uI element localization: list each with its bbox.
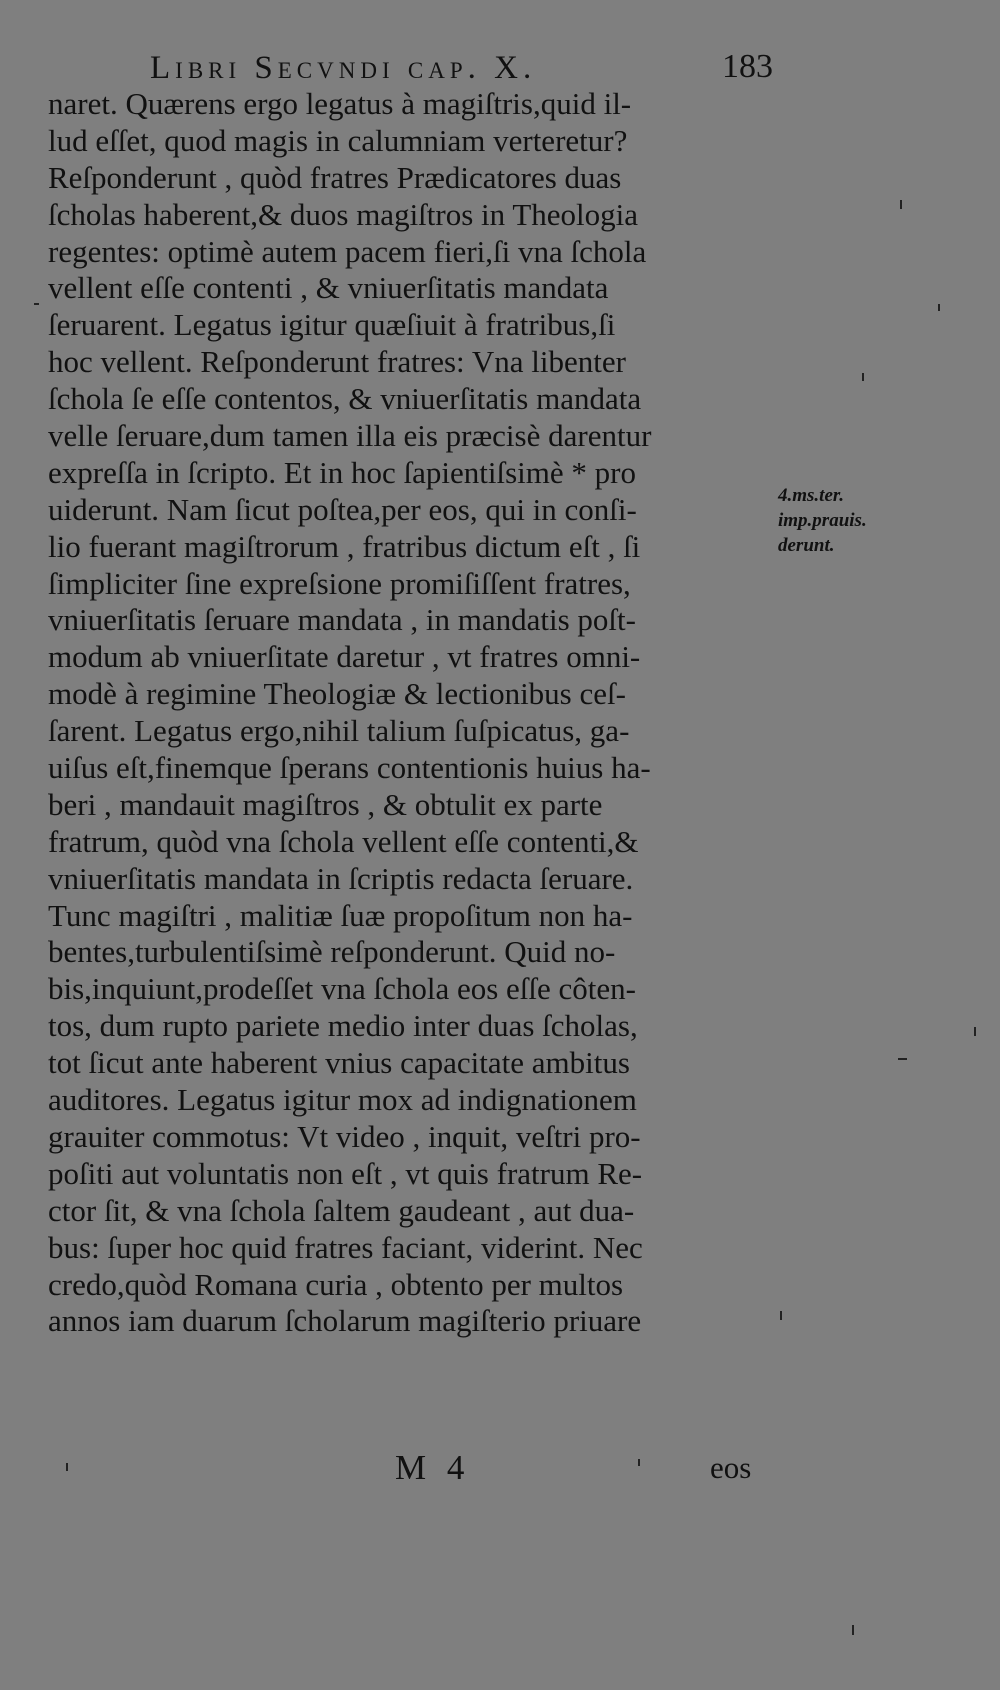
scan-speck xyxy=(34,303,39,305)
text-line: expreſſa in ſcripto. Et in hoc ſapientiſsimè * pro xyxy=(48,454,636,490)
scan-speck xyxy=(862,373,864,381)
text-line: ctor ſit, & vna ſchola ſaltem gaudeant , aut dua- xyxy=(48,1192,635,1228)
text-line: annos iam duarum ſcholarum magiſterio priuare xyxy=(48,1303,642,1339)
folio-number: 183 xyxy=(722,48,773,85)
text-line: tos, dum rupto pariete medio inter duas ſcholas, xyxy=(48,1008,638,1044)
running-title: Libri Secvndi cap. X. xyxy=(150,50,537,86)
text-line: Reſponderunt , quòd fratres Prædicatores duas xyxy=(48,159,622,195)
scan-speck xyxy=(898,1058,907,1060)
marginal-note xyxy=(778,483,928,558)
text-line: lud eſſet, quod magis in calumniam verteretur? xyxy=(48,122,628,158)
text-line: bentes,turbulentiſsimè reſponderunt. Quid no- xyxy=(48,934,616,970)
scan-speck xyxy=(938,304,940,311)
marginal-note-line: derunt. xyxy=(778,535,835,556)
text-line: auditores. Legatus igitur mox ad indignationem xyxy=(48,1082,637,1118)
text-line: hoc vellent. Reſponderunt fratres: Vna libenter xyxy=(48,344,626,380)
text-line: vniuerſitatis mandata in ſcriptis redacta ſeruare. xyxy=(48,860,634,896)
text-line: vellent eſſe contenti , & vniuerſitatis mandata xyxy=(48,270,609,306)
text-line: ſeruarent. Legatus igitur quæſiuit à fratribus,ſi xyxy=(48,307,616,343)
catchword: eos xyxy=(710,1450,752,1485)
body-text xyxy=(48,86,768,1340)
text-line: ſimpliciter ſine expreſsione promiſiſſent fratres, xyxy=(48,565,631,601)
text-line: credo,quòd Romana curia , obtento per multos xyxy=(48,1266,624,1302)
text-line: modum ab vniuerſitate daretur , vt fratres omni- xyxy=(48,639,641,675)
text-line: poſiti aut voluntatis non eſt , vt quis fratrum Re- xyxy=(48,1155,643,1191)
scan-speck xyxy=(66,1463,68,1471)
scan-speck xyxy=(852,1625,854,1635)
text-line: modè à regimine Theologiæ & lectionibus ceſ- xyxy=(48,676,626,712)
text-line: beri , mandauit magiſtros , & obtulit ex parte xyxy=(48,786,603,822)
text-line: uiderunt. Nam ſicut poſtea,per eos, qui in conſi- xyxy=(48,491,637,527)
text-line: grauiter commotus: Vt video , inquit, veſtri pro- xyxy=(48,1118,641,1154)
text-line: naret. Quærens ergo legatus à magiſtris,quid il- xyxy=(48,86,632,121)
text-line: ſchola ſe eſſe contentos, & vniuerſitatis mandata xyxy=(48,381,642,417)
text-line: velle ſeruare,dum tamen illa eis præcisè darentur xyxy=(48,418,652,454)
text-line: ſcholas haberent,& duos magiſtros in Theologia xyxy=(48,196,639,232)
text-line: vniuerſitatis ſeruare mandata , in mandatis poſt- xyxy=(48,602,636,638)
text-line: fratrum, quòd vna ſchola vellent eſſe contenti,& xyxy=(48,823,639,859)
scan-speck xyxy=(638,1459,640,1466)
marginal-note-line: 4.ms.ter. xyxy=(778,485,844,506)
marginal-note-line: imp.prauis. xyxy=(778,510,867,531)
text-line: tot ſicut ante haberent vnius capacitate ambitus xyxy=(48,1045,630,1081)
scan-speck xyxy=(974,1027,976,1036)
text-line: bus: ſuper hoc quid fratres faciant, viderint. Nec xyxy=(48,1229,643,1265)
text-line: lio fuerant magiſtrorum , fratribus dictum eſt , ſi xyxy=(48,528,641,564)
scan-speck xyxy=(780,1311,782,1320)
signature-mark: M 4 xyxy=(395,1448,471,1487)
scan-speck xyxy=(900,200,902,209)
text-line: bis,inquiunt,prodeſſet vna ſchola eos eſſe côten- xyxy=(48,971,636,1007)
text-line: ſarent. Legatus ergo,nihil talium ſuſpicatus, ga- xyxy=(48,713,630,749)
text-line: Tunc magiſtri , malitiæ ſuæ propoſitum non ha- xyxy=(48,897,633,933)
text-line: regentes: optimè autem pacem fieri,ſi vna ſchola xyxy=(48,233,647,269)
text-line: uiſus eſt,finemque ſperans contentionis huius ha- xyxy=(48,750,651,786)
